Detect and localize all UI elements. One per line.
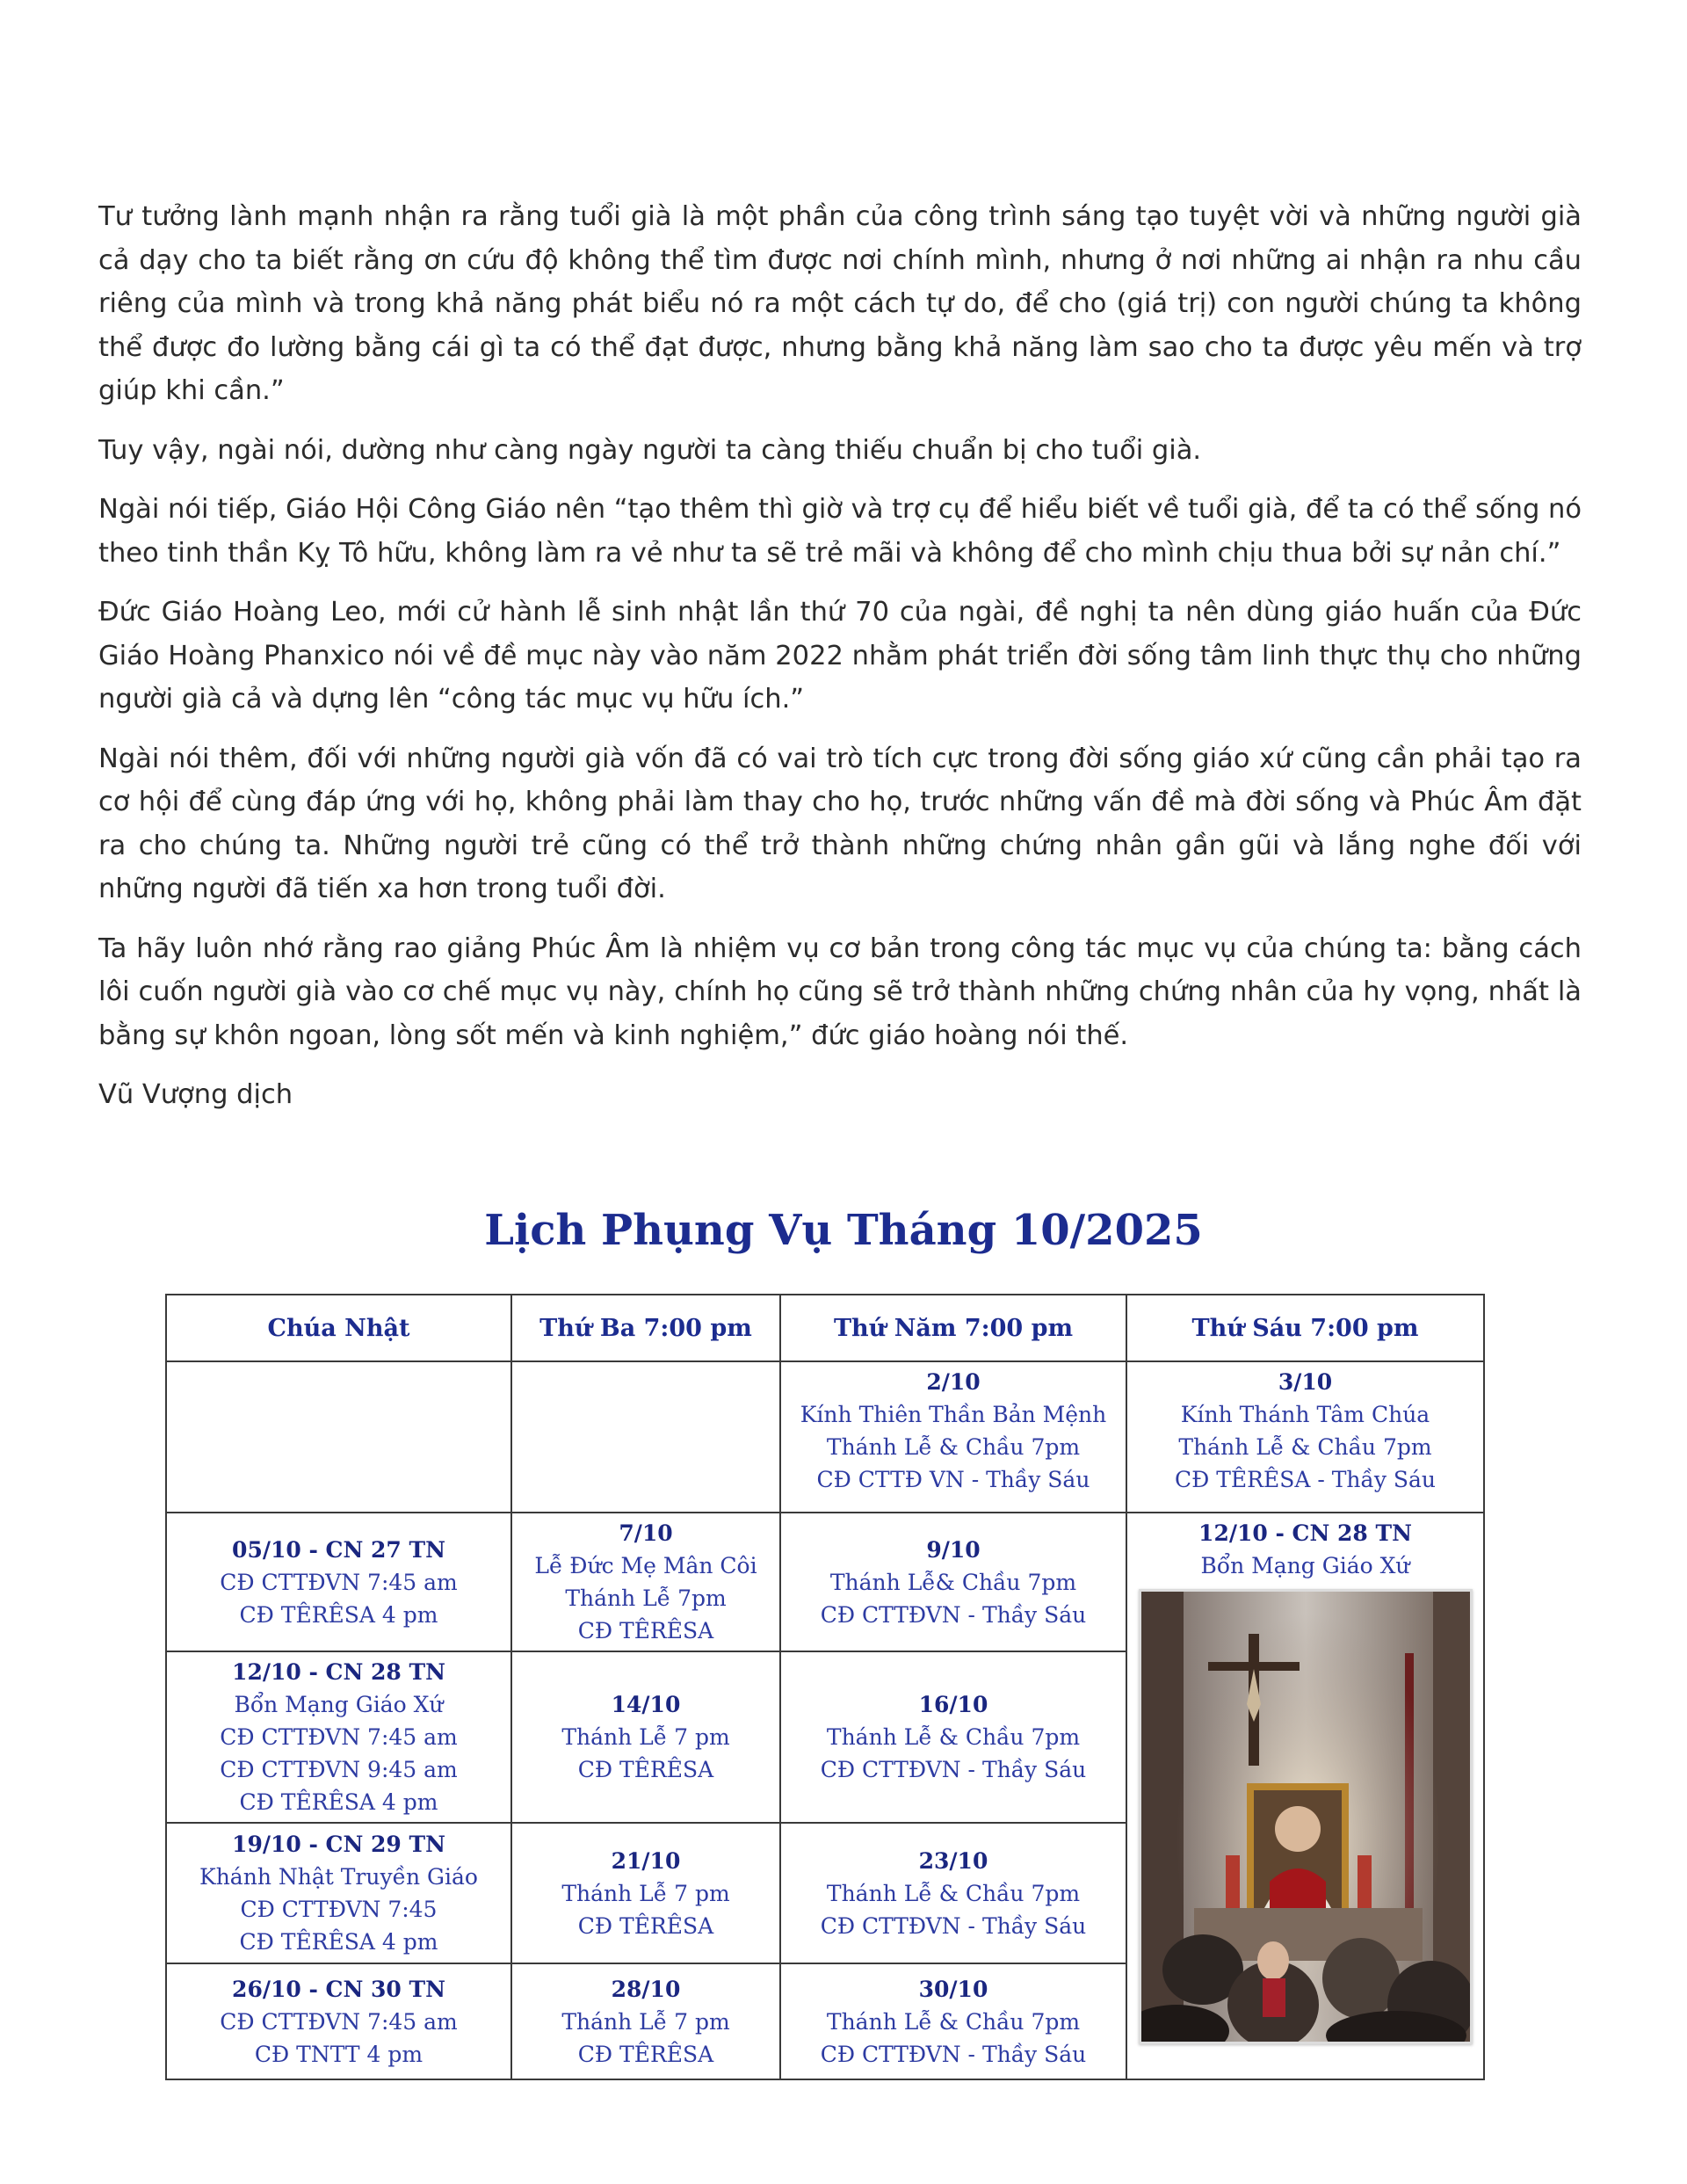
cell-detail-line: CĐ CTTĐVN 9:45 am xyxy=(220,1757,458,1782)
cell-thursday xyxy=(780,1513,1126,1651)
church-altar-photo xyxy=(1139,1589,1473,2044)
cell-detail-line: CĐ CTTĐVN - Thầy Sáu xyxy=(820,2041,1087,2067)
cell-tuesday xyxy=(511,1513,780,1651)
cell-detail-line: Lễ Đức Mẹ Mân Côi xyxy=(534,1553,757,1578)
cell-detail-line: Thánh Lễ 7 pm xyxy=(561,1880,730,1906)
cell-detail-line: CĐ TNTT 4 pm xyxy=(254,2041,424,2067)
cell-tuesday xyxy=(511,1361,780,1513)
cell-detail-line: CĐ CTTĐ VN - Thầy Sáu xyxy=(816,1467,1090,1492)
cell-detail-line: Thánh Lễ 7pm xyxy=(565,1585,727,1611)
cell-detail-line: CĐ CTTĐVN - Thầy Sáu xyxy=(820,1601,1087,1628)
cell-date-label: 23/10 xyxy=(918,1847,988,1874)
cell-detail-line: Thánh Lễ & Chầu 7pm xyxy=(826,1434,1081,1460)
cell-friday-feast xyxy=(1126,1513,1484,2079)
cell-detail-line: Thánh Lễ & Chầu 7pm xyxy=(826,2008,1081,2035)
cell-detail-line: CĐ TÊRÊSA - Thầy Sáu xyxy=(1174,1467,1437,1492)
cell-sunday xyxy=(166,1823,511,1963)
cell-date-label: 7/10 xyxy=(619,1520,673,1546)
schedule-header-row xyxy=(166,1295,1484,1361)
header-thursday: Thứ Năm 7:00 pm xyxy=(780,1295,1126,1361)
cell-detail-line: Bổn Mạng Giáo Xứ xyxy=(1200,1553,1410,1578)
cell-sunday xyxy=(166,1651,511,1823)
cell-thursday xyxy=(780,1651,1126,1823)
header-tuesday: Thứ Ba 7:00 pm xyxy=(511,1295,780,1361)
cell-date-label: 2/10 xyxy=(926,1369,981,1395)
cell-detail-line: Khánh Nhật Truyền Giáo xyxy=(199,1864,478,1890)
cell-date-label: 28/10 xyxy=(611,1976,681,2002)
liturgy-schedule-table xyxy=(165,1294,1485,2080)
cell-date-label: 12/10 - CN 28 TN xyxy=(232,1659,445,1685)
cell-detail-line: Thánh Lễ& Chầu 7pm xyxy=(829,1569,1077,1595)
cell-detail-line: Thánh Lễ & Chầu 7pm xyxy=(826,1724,1081,1750)
cell-date-label: 26/10 - CN 30 TN xyxy=(232,1976,445,2002)
cell-tuesday xyxy=(511,1823,780,1963)
cell-detail-line: CĐ CTTĐVN 7:45 xyxy=(240,1897,438,1922)
cell-detail-line: Kính Thánh Tâm Chúa xyxy=(1180,1402,1430,1427)
header-sunday: Chúa Nhật xyxy=(166,1295,511,1361)
cell-detail-line: CĐ TÊRÊSA 4 pm xyxy=(239,1601,438,1628)
cell-detail-line: CĐ TÊRÊSA xyxy=(577,1757,714,1782)
cell-friday xyxy=(1126,1361,1484,1513)
cell-thursday xyxy=(780,1963,1126,2079)
translator-credit: Vũ Vượng dịch xyxy=(98,1079,293,1110)
article-paragraph: Ta hãy luôn nhớ rằng rao giảng Phúc Âm là nhiệm vụ cơ bản trong công tác mục vụ của chúng ta: bằng cách lôi cuốn người già vào cơ chế mục vụ này, chính họ cũng sẽ trở thành những chứng nhân của hy vọng, nhất là bằng sự khôn ngoan, lòng sốt mến và kinh nghiệm,” đức giáo hoàng nói thế. xyxy=(98,932,1582,1051)
cell-date-label: 05/10 - CN 27 TN xyxy=(232,1536,445,1563)
cell-thursday xyxy=(780,1823,1126,1963)
cell-date-label: 30/10 xyxy=(918,1976,988,2002)
article-paragraph: Tuy vậy, ngài nói, dường như càng ngày người ta càng thiếu chuẩn bị cho tuổi già. xyxy=(98,434,1202,466)
cell-detail-line: CĐ CTTĐVN 7:45 am xyxy=(220,1569,458,1595)
article-paragraph: Ngài nói tiếp, Giáo Hội Công Giáo nên “tạo thêm thì giờ và trợ cụ để hiểu biết về tuổi già, để ta có thể sống nó theo tinh thần Kỵ Tô hữu, không làm ra vẻ như ta sẽ trẻ mãi và không để cho mình chịu thua bởi sự nản chí.” xyxy=(98,494,1582,569)
cell-detail-line: CĐ CTTĐVN - Thầy Sáu xyxy=(820,1912,1087,1939)
schedule-title: Lịch Phụng Vụ Tháng 10/2025 xyxy=(484,1206,1203,1255)
cell-detail-line: Thánh Lễ & Chầu 7pm xyxy=(826,1880,1081,1906)
cell-detail-line: CĐ CTTĐVN - Thầy Sáu xyxy=(820,1757,1087,1782)
cell-date-label: 3/10 xyxy=(1278,1369,1333,1395)
cell-sunday xyxy=(166,1361,511,1513)
cell-detail-line: CĐ TÊRÊSA xyxy=(577,1618,714,1643)
cell-detail-line: Thánh Lễ 7 pm xyxy=(561,2008,730,2035)
cell-detail-line: Kính Thiên Thần Bản Mệnh xyxy=(800,1402,1107,1427)
cell-detail-line: CĐ TÊRÊSA xyxy=(577,2041,714,2067)
schedule-row xyxy=(166,1513,1484,1651)
cell-tuesday xyxy=(511,1963,780,2079)
schedule-row xyxy=(166,1361,1484,1513)
cell-tuesday xyxy=(511,1651,780,1823)
cell-thursday xyxy=(780,1361,1126,1513)
cell-detail-line: CĐ TÊRÊSA 4 pm xyxy=(239,1929,438,1955)
article-paragraph: Ngài nói thêm, đối với những người già vốn đã có vai trò tích cực trong đời sống giáo xứ cũng cần phải tạo ra cơ hội để cùng đáp ứng với họ, không phải làm thay cho họ, trước những vấn đề mà đời sống và Phúc Âm đặt ra cho chúng ta. Những người trẻ cũng có thể trở thành những chứng nhân gần gũi và lắng nghe đối với những người đã tiến xa hơn trong tuổi đời. xyxy=(98,743,1582,904)
cell-detail-line: Thánh Lễ & Chầu 7pm xyxy=(1178,1434,1432,1460)
feast-text xyxy=(1133,1517,1478,1582)
cell-sunday xyxy=(166,1963,511,2079)
cell-detail-line: CĐ CTTĐVN 7:45 am xyxy=(220,1724,458,1750)
article-paragraph: Đức Giáo Hoàng Leo, mới cử hành lễ sinh nhật lần thứ 70 của ngài, đề nghị ta nên dùng giáo huấn của Đức Giáo Hoàng Phanxico nói về đề mục này vào năm 2022 nhằm phát triển đời sống tâm linh thực thụ cho những người già cả và dựng lên “công tác mục vụ hữu ích.” xyxy=(98,597,1582,715)
cell-detail-line: Thánh Lễ 7 pm xyxy=(561,1724,730,1750)
cell-date-label: 9/10 xyxy=(926,1536,981,1563)
cell-detail-line: CĐ CTTĐVN 7:45 am xyxy=(220,2008,458,2035)
cell-detail-line: CĐ TÊRÊSA xyxy=(577,1912,714,1939)
header-friday: Thứ Sáu 7:00 pm xyxy=(1126,1295,1484,1361)
cell-date-label: 21/10 xyxy=(611,1847,681,1874)
cell-date-label: 12/10 - CN 28 TN xyxy=(1198,1520,1412,1546)
article-paragraph: Tư tưởng lành mạnh nhận ra rằng tuổi già là một phần của công trình sáng tạo tuyệt vời và những người già cả dạy cho ta biết rằng ơn cứu độ không thể tìm được nơi chính mình, nhưng ở nơi những ai nhận ra nhu cầu riêng của mình và trong khả năng phát biểu nó ra một cách tự do, để cho (giá trị) con người chúng ta không thể được đo lường bằng cái gì ta có thể đạt được, nhưng bằng khả năng làm sao cho ta được yêu mến và trợ giúp khi cần.” xyxy=(98,201,1582,406)
cell-date-label: 16/10 xyxy=(918,1692,988,1717)
cell-date-label: 19/10 - CN 29 TN xyxy=(232,1832,445,1857)
article-body xyxy=(98,195,1582,1133)
cell-detail-line: CĐ TÊRÊSA 4 pm xyxy=(239,1789,438,1815)
cell-sunday xyxy=(166,1513,511,1651)
cell-date-label: 14/10 xyxy=(611,1692,681,1717)
cell-detail-line: Bổn Mạng Giáo Xứ xyxy=(234,1692,444,1717)
